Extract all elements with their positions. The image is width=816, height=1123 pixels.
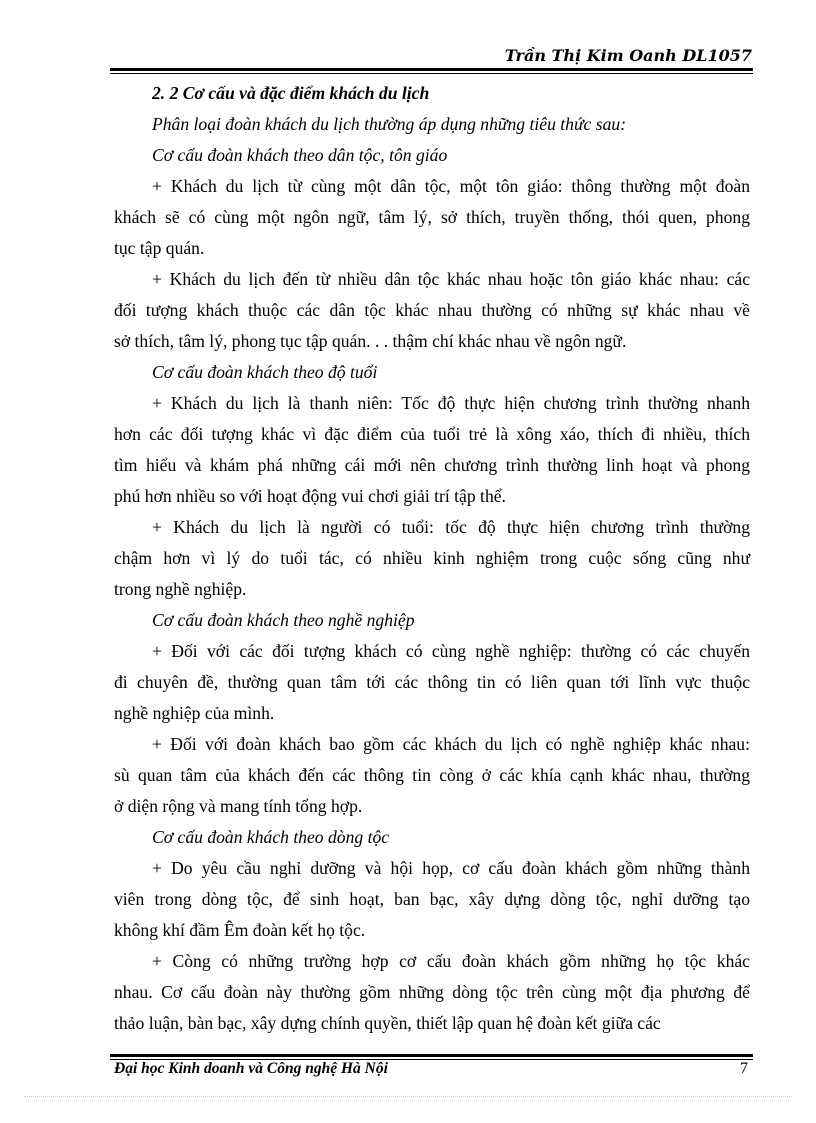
- body-line: ở diện rộng và mang tính tổng hợp.: [114, 796, 363, 816]
- subheading: Cơ cấu đoàn khách theo nghề nghiệp: [152, 610, 415, 630]
- subheading: Cơ cấu đoàn khách theo độ tuổi: [152, 362, 378, 382]
- body-line: thảo luận, bàn bạc, xây dựng chính quyền, thiết lập quan hệ đoàn kết giữa các: [114, 1013, 661, 1033]
- header-rule-thin: [110, 73, 753, 74]
- body-line: + Đối với đoàn khách bao gồm các khách du lịch có nghề nghiệp khác nhau:: [152, 734, 750, 754]
- footer-institution: Đại học Kinh doanh và Công nghệ Hà Nội: [114, 1060, 388, 1077]
- body-line: chậm hơn vì lý do tuổi tác, có nhiều kinh nghiệm trong cuộc sống cũng như: [114, 548, 750, 568]
- body-line: khách sẽ có cùng một ngôn ngữ, tâm lý, sở thích, truyền thống, thói quen, phong: [114, 207, 750, 227]
- page-header-author: Trần Thị Kim Oanh DL1057: [504, 46, 752, 65]
- body-line: + Khách du lịch từ cùng một dân tộc, một tôn giáo: thông thường một đoàn: [152, 176, 750, 196]
- body-line: đi chuyên đề, thường quan tâm tới các thông tin có liên quan tới lĩnh vực thuộc: [114, 672, 750, 692]
- header-rule-thick: [110, 68, 753, 71]
- body-line: + Do yêu cầu nghỉ dưỡng và hội họp, cơ cấu đoàn khách gồm những thành: [152, 858, 750, 878]
- body-line: hơn các đối tượng khác vì đặc điểm của tuổi trẻ là xông xáo, thích đi nhiều, thích: [114, 424, 750, 444]
- body-line: phú hơn nhiều so với hoạt động vui chơi giải trí tập thể.: [114, 486, 506, 506]
- body-line: sở thích, tâm lý, phong tục tập quán. . . thậm chí khác nhau về ngôn ngữ.: [114, 331, 627, 351]
- subheading: Cơ cấu đoàn khách theo dân tộc, tôn giáo: [152, 145, 448, 165]
- body-line: + Khách du lịch đến từ nhiều dân tộc khác nhau hoặc tôn giáo khác nhau: các: [152, 269, 750, 289]
- body-line: nhau. Cơ cấu đoàn này thường gồm những dòng tộc trên cùng một địa phương để: [114, 982, 750, 1002]
- page-number: 7: [740, 1060, 748, 1077]
- body-line: tìm hiểu và khám phá những cái mới nên chương trình thường linh hoạt và phong: [114, 455, 750, 475]
- body-line: sù quan tâm của khách đến các thông tin còng ở các khía cạnh khác nhau, thường: [114, 765, 750, 785]
- body-line: đối tượng khách thuộc các dân tộc khác nhau thường có những sự khác nhau về: [114, 300, 750, 320]
- body-line: + Còng có những trường hợp cơ cấu đoàn khách gồm những họ tộc khác: [152, 951, 750, 971]
- body-line: không khí đầm Êm đoàn kết họ tộc.: [114, 920, 366, 940]
- body-line: tục tập quán.: [114, 238, 205, 258]
- body-line: trong nghề nghiệp.: [114, 579, 247, 599]
- section-heading: 2. 2 Cơ cấu và đặc điểm khách du lịch: [152, 83, 430, 103]
- page-bottom-dotted-line: [24, 1096, 792, 1097]
- body-line: + Khách du lịch là người có tuổi: tốc độ thực hiện chương trình thường: [152, 517, 750, 537]
- body-line: + Khách du lịch là thanh niên: Tốc độ thực hiện chương trình thường nhanh: [152, 393, 750, 413]
- body-line: Phân loại đoàn khách du lịch thường áp dụng những tiêu thức sau:: [152, 114, 627, 134]
- body-line: nghề nghiệp của mình.: [114, 703, 275, 723]
- body-line: + Đối với các đối tượng khách có cùng nghề nghiệp: thường có các chuyến: [152, 641, 750, 661]
- subheading: Cơ cấu đoàn khách theo dòng tộc: [152, 827, 390, 847]
- body-line: viên trong dòng tộc, để sinh hoạt, ban bạc, xây dựng dòng tộc, nghỉ dưỡng tạo: [114, 889, 750, 909]
- footer-rule-thick: [110, 1054, 753, 1057]
